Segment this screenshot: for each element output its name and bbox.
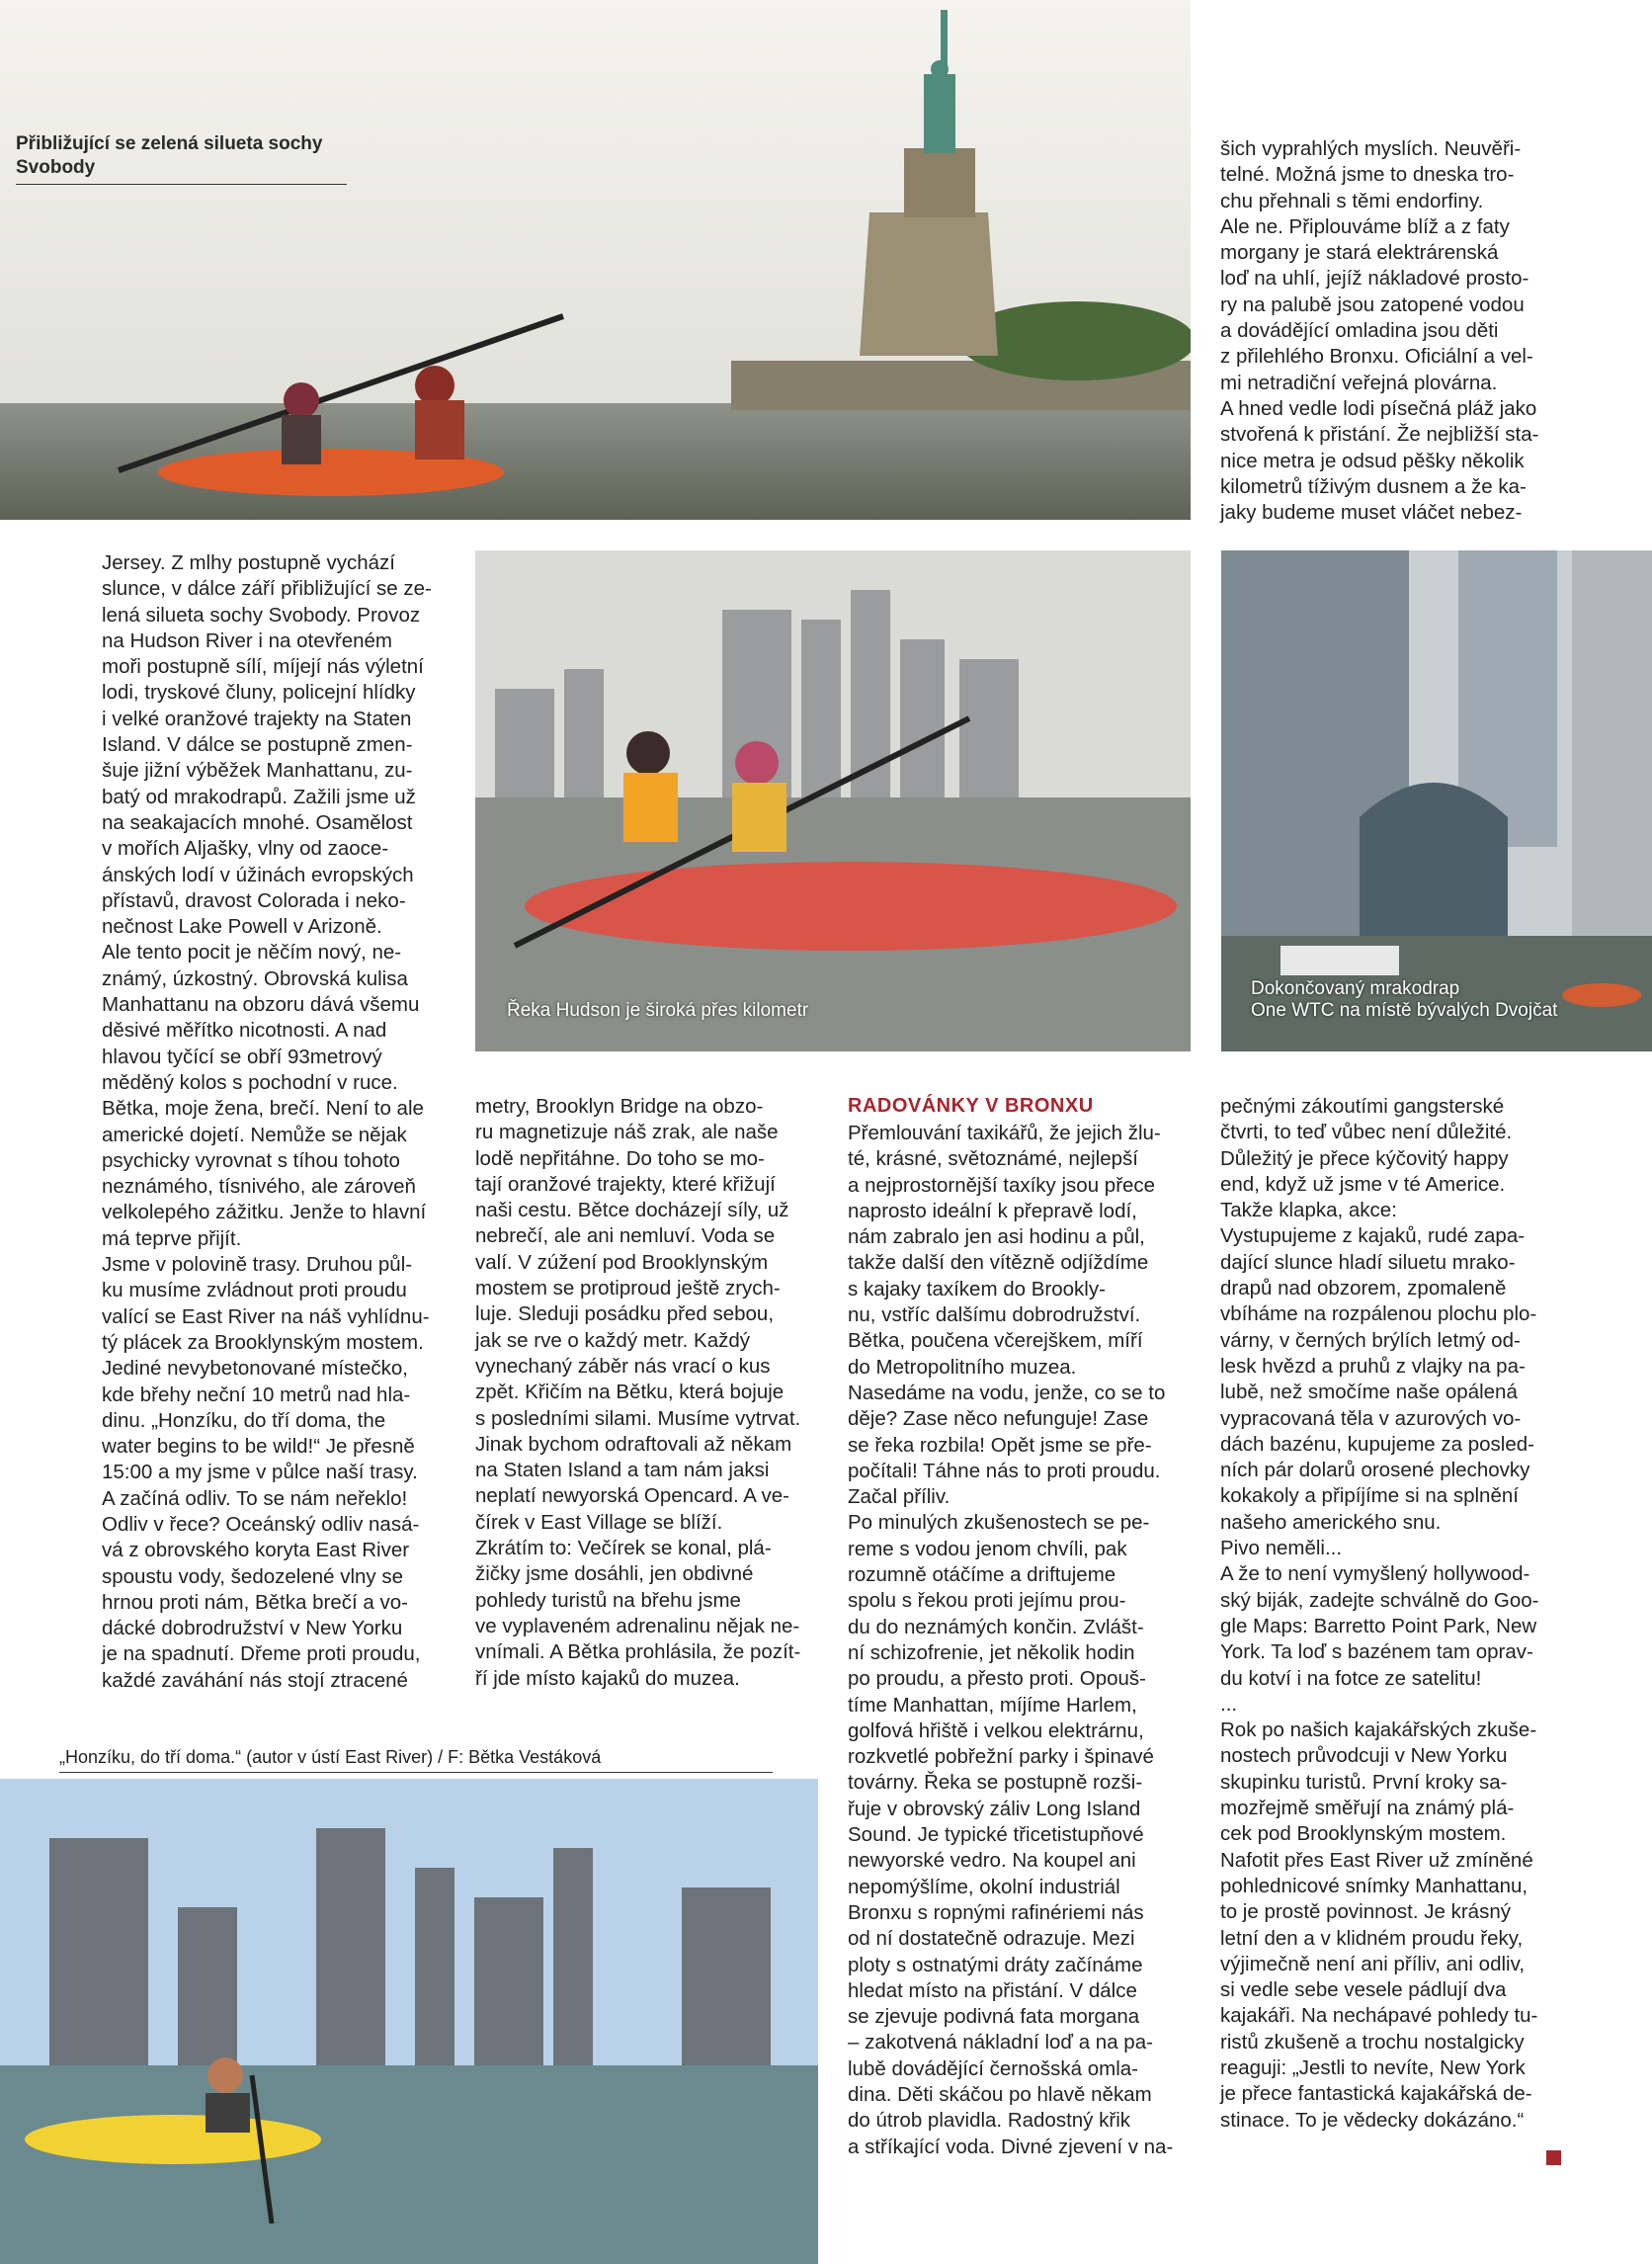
article-column-left: Jersey. Z mlhy postupně vychází slunce, v dálce září přibližující se ze- lená silueta sochy Svobody. Provoz na Hudson River i na otevřeném moři postupně sílí, míjejí nás výletní lodi, tryskové čluny, policejní hlídky i velké oranžové trajekty na Staten Island. V dálce se postupně zmen- šuje jižní výběžek Manhattanu, zu- batý od mrakodrapů. Zažili jsme už na seakajacích mnohé. Osamělost v mořích Aljašky, vlny od zaoce- ánských lodí v úžinách evropských přístavů, dravost Colorada i neko- nečnost Lake Powell v Arizoně. Ale tento pocit je něčím nový, ne- známý, úzkostný. Obrovská kulisa Manhattanu na obzoru dává všemu děsivé měřítko nicotnosti. A nad hlavou tyčící se obří 93metrový měděný kolos s pochodní v ruce. Bětka, moje žena, brečí. Není to ale americké dojetí. Nemůže se nějak psychicky vyrovnat s tíhou tohoto neznámého, tísnivého, ale zároveň velkolepého zážitku. Jenže to hlavní má teprve přijít. Jsme v polovině trasy. Druhou půl- ku musíme zvládnout proti proudu valící se East River na náš vyhlídnu- tý plácek za Brooklynským mostem. Jediné nevybetonované místečko, kde břehy neční 10 metrů nad hla- dinu. „Honzíku, do tří doma, the water begins to be wild!“ Je přesně 15:00 a my jsme v půlce naší trasy. A začíná odliv. To se nám neřeklo! Odliv v řece? Oceánský odliv nasá- vá z obrovského koryta East River spoustu vody, šedozelené vlny se hrnou proti nám, Bětka brečí a vo- dácké dobrodružství v New Yorku je na spadnutí. Dřeme proti proudu, každé zaváhání nás stojí ztracené xyxy=(102,551,432,1692)
article-column-bronx: Přemlouvání taxikářů, že jejich žlu- té, krásné, světoznámé, nejlepší a nejprostornější taxíky jsou přece naprosto ideální k přepravě lodí, nám zabralo jen asi hodinu a půl, takže další den vítězně odjíždíme s kajaky taxíkem do Brookly- nu, vstříc dalšímu dobrodružství. Bětka, poučena včerejškem, míří do Metropolitního muzea. Nasedáme na vodu, jenže, co se to děje? Zase něco nefunguje! Zase se řeka rozbila! Opět jsme se pře- počítali! Táhne nás to proti proudu. Začal příliv. Po minulých zkušenostech se pe- reme s vodou jenom chvíli, pak rozumně otáčíme a driftujeme spolu s řekou proti jejímu prou- du do neznámých končin. Zvlášt- ní schizofrenie, jet několik hodin po proudu, a přesto proti. Opouš- tíme Manhattan, míjíme Harlem, golfová hřiště i velkou elektrárnu, rozkvetlé pobřežní parky i špinavé továrny. Řeka se postupně rozši- řuje v obrovský záliv Long Island Sound. Je typické třicetistupňové newyorské vedro. Na koupel ani nepomýšlíme, okolní industriál Bronxu s ropnými rafinériemi nás od ní dostatečně odrazuje. Mezi ploty s ostnatými dráty začínáme hledat místo na přistání. V dálce se zjevuje podivná fata morgana – zakotvená nákladní loď a na pa- lubě dovádějící černošská omla- dina. Děti skáčou po hlavě někam do útrob plavidla. Radostný křik a stříkající voda. Divné zjevení v na- xyxy=(848,1122,1174,2158)
photo-caption-hudson: Řeka Hudson je široká přes kilometr xyxy=(507,1000,809,1021)
article-column-right-top: šich vyprahlých myslích. Neuvěři- telné. Možná jsme to dneska tro- chu přehnali s těmi endorfiny. Ale ne. Připlouváme blíž a z faty morgany je stará elektrárenská loď na uhlí, jejíž nákladové prosto- ry na palubě jsou zatopené vodou a dovádějící omladina jsou děti z přilehlého Bronxu. Oficiální a vel- mi netradiční veřejná plovárna. A hned vedle lodi písečná pláž jako stvořená k přistání. Že nejbližší sta- nice metra je odsud pěšky několik kilometrů tíživým dusnem a že ka- jaky budeme muset vláčet nebez- xyxy=(1220,137,1539,525)
article-column-middle: metry, Brooklyn Bridge na obzo- ru magnetizuje náš zrak, ale naše lodě nepřitáhne. Do toho se mo- tají oranžové trajekty, které křižují naši cestu. Bětce docházejí síly, už nebrečí, ale ani nemluví. Voda se valí. V zúžení pod Brooklynským mostem se protiproud ještě zrych- luje. Sleduji posádku před sebou, jak se rve o každý metr. Každý vynechaný záběr nás vrací o kus zpět. Křičím na Bětku, která bojuje s posledními silami. Musíme vytrvat. Jinak bychom odraftovali až někam na Staten Island a tam nám jaksi neplatí newyorská Opencard. A ve- čírek v East Village se blíží. Zkrátím to: Večírek se konal, plá- žičky jsme dosáhli, jen obdivné pohledy turistů na břehu jsme ve vyplaveném adrenalinu nějak ne- vnímali. A Bětka prohlásila, že pozít- ří jde místo kajaků do muzea. xyxy=(475,1095,801,1690)
photo-caption-bottom: „Honzíku, do tří doma.“ (autor v ústí East River) / F: Bětka Vestáková xyxy=(59,1746,773,1773)
photo-caption-wtc: Dokončovaný mrakodrap One WTC na místě bývalých Dvojčat xyxy=(1251,978,1558,1021)
photo-statue-of-liberty xyxy=(0,0,1191,520)
photo-caption-statue: Přibližující se zelená silueta sochy Svobody xyxy=(16,132,347,185)
photo-yellow-kayak-skyline xyxy=(0,1779,818,2264)
section-heading-bronx: RADOVÁNKY V BRONXU xyxy=(848,1095,1094,1117)
photo-hudson-kayakers xyxy=(475,550,1191,1051)
article-end-mark xyxy=(1546,2150,1561,2165)
photo-one-wtc xyxy=(1221,550,1652,1051)
article-column-right-bottom: pečnými zákoutími gangsterské čtvrti, to teď vůbec není důležité. Důležitý je přece kýčovitý happy end, když už jsme v té Americe. Takže klapka, akce: Vystupujeme z kajaků, rudé zapa- dající slunce hladí siluetu mrako- drapů nad obzorem, zpomaleně vbíháme na rozpálenou plochu plo- várny, v černých brýlích letmý od- lesk hvězd a pruhů z vlajky na pa- lubě, než smočíme naše opálená vypracovaná těla v azurových vo- dách bazénu, kupujeme za posled- ních pár dolarů orosené plechovky kokakoly a připíjíme si na splnění našeho amerického snu. Pivo neměli... A že to není vymyšlený hollywood- ský biják, zadejte schválně do Goo- gle Maps: Barretto Point Park, New York. Ta loď s bazénem tam oprav- du kotví i na fotce ze satelitu! ... Rok po našich kajakářských zkuše- nostech průvodcuji v New Yorku skupinku turistů. První kroky sa- mozřejmě směřují na známý plá- cek pod Brooklynským mostem. Nafotit přes East River už zmíněné pohlednicové snímky Manhattanu, to je prostě povinnost. Je krásný letní den a v klidném proudu řeky, výjimečně není ani příliv, ani odliv, si vedle sebe vesele pádlují dva kajakáři. Na nechápavé pohledy tu- ristů zkušeně a trochu nostalgicky reaguji: „Jestli to nevíte, New York je přece fantastická kajakářská de- stinace. To je vědecky dokázáno.“ xyxy=(1220,1095,1539,2132)
